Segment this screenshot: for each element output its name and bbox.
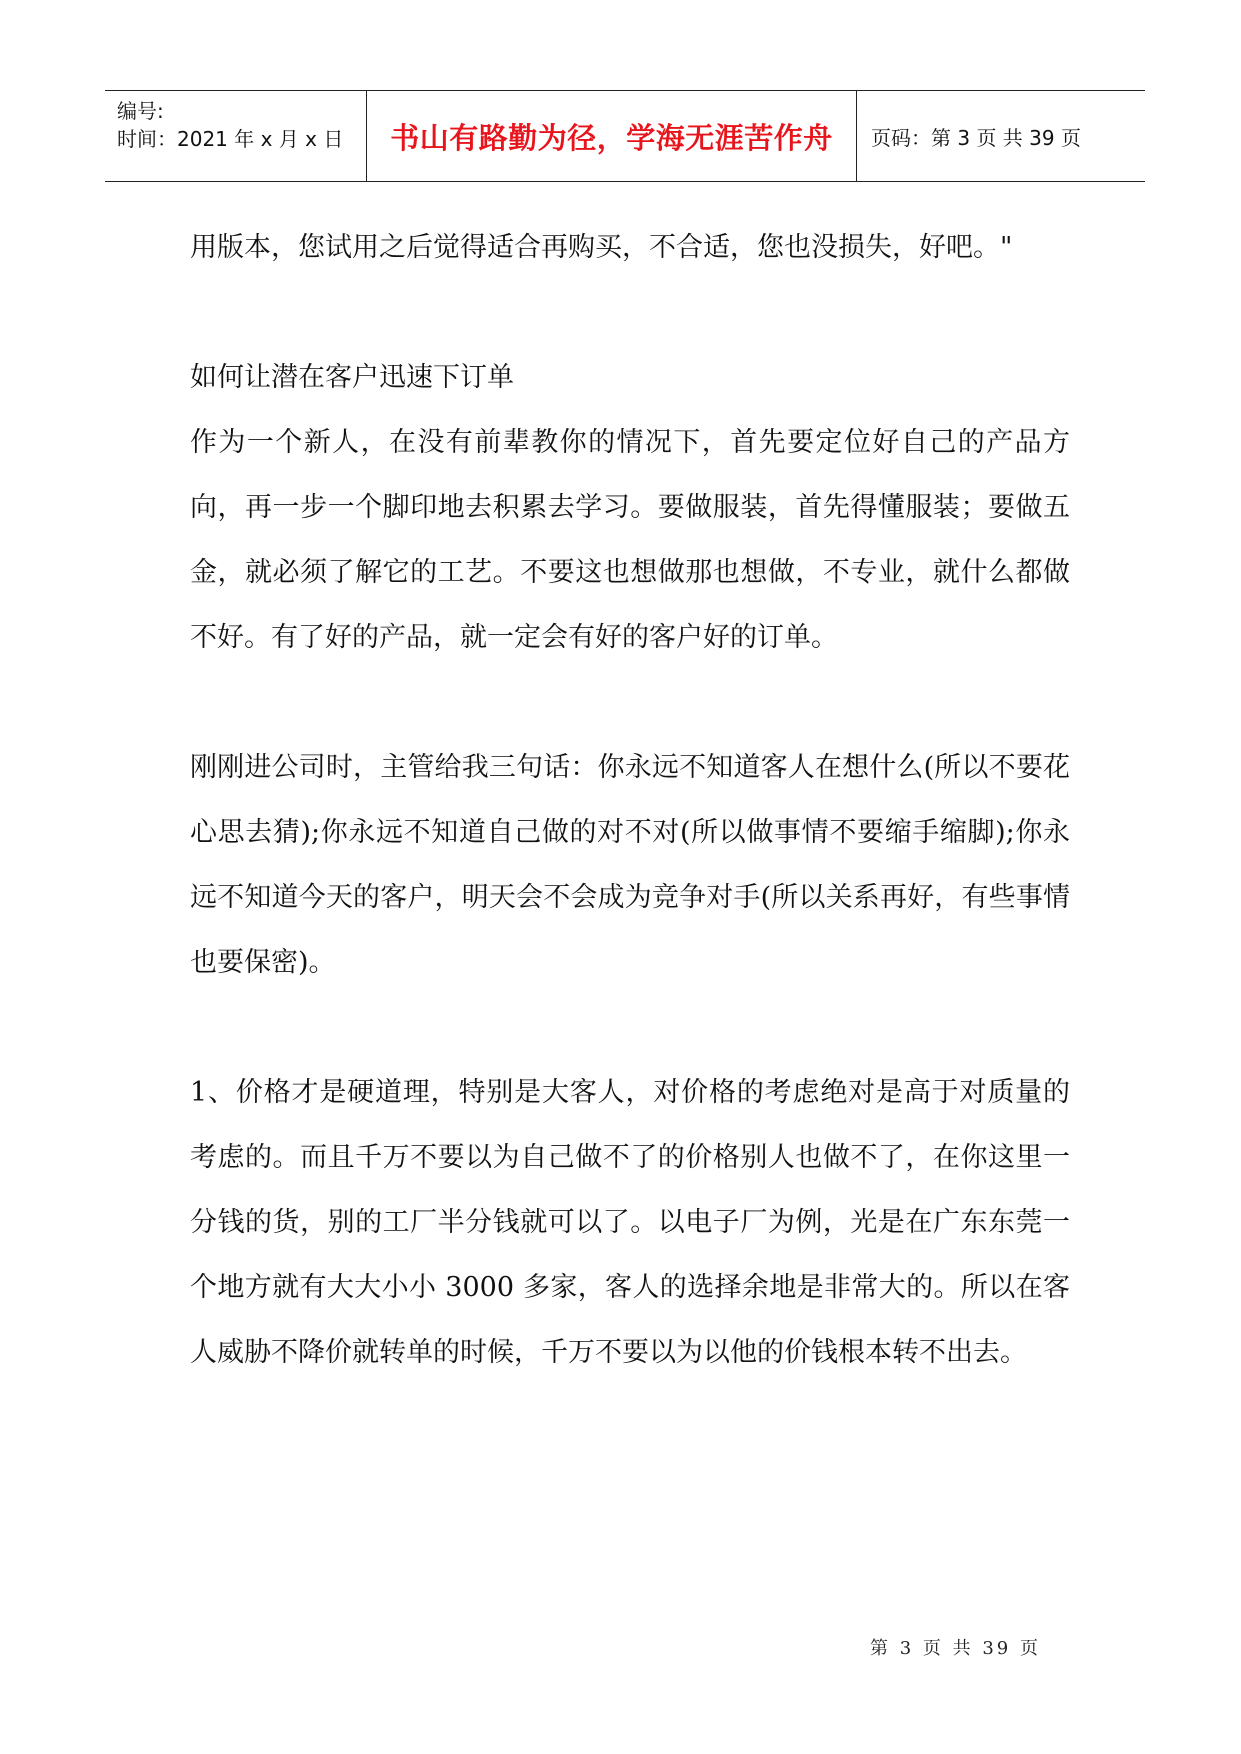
- header-motto: 书山有路勤为径，学海无涯苦作舟: [367, 91, 857, 181]
- spacer: [190, 995, 1070, 1060]
- section-heading: 如何让潜在客户迅速下订单: [190, 362, 514, 393]
- header-page-number: 页码：第 3 页 共 39 页: [871, 125, 1081, 150]
- spacer: [190, 280, 1070, 345]
- page-footer: 第 3 页 共 39 页: [870, 1638, 1041, 1659]
- paragraph-1: 用版本，您试用之后觉得适合再购买，不合适，您也没损失，好吧。": [190, 232, 1013, 263]
- paragraph-3: 刚刚进公司时，主管给我三句话：你永远不知道客人在想什么(所以不要花心思去猜);你永远不知道自己做的对不对(所以做事情不要缩手缩脚);你永远不知道今天的客户，明天会不会成为竞争对手(所以关系再好，有些事情也要保密)。: [190, 752, 1070, 978]
- paragraph-2: 作为一个新人，在没有前辈教你的情况下，首先要定位好自己的产品方向，再一步一个脚印地去积累去学习。要做服装，首先得懂服装；要做五金，就必须了解它的工艺。不要这也想做那也想做，不专业，就什么都做不好。有了好的产品，就一定会有好的客户好的订单。: [190, 427, 1070, 653]
- serial-number-label: 编号:: [117, 99, 164, 123]
- spacer: [190, 670, 1070, 735]
- document-body: [190, 215, 1070, 1385]
- date-label: 时间：2021 年 x 月 x 日: [117, 127, 344, 151]
- page-header: [105, 90, 1145, 182]
- paragraph-4: 1、价格才是硬道理，特别是大客人，对价格的考虑绝对是高于对质量的考虑的。而且千万不要以为自己做不了的价格别人也做不了，在你这里一分钱的货，别的工厂半分钱就可以了。以电子厂为例，光是在广东东莞一个地方就有大大小小 3000 多家，客人的选择余地是非常大的。所以在客人威胁不降价就转单的时候，千万不要以为以他的价钱根本转不出去。: [190, 1077, 1070, 1368]
- header-meta: [105, 91, 367, 181]
